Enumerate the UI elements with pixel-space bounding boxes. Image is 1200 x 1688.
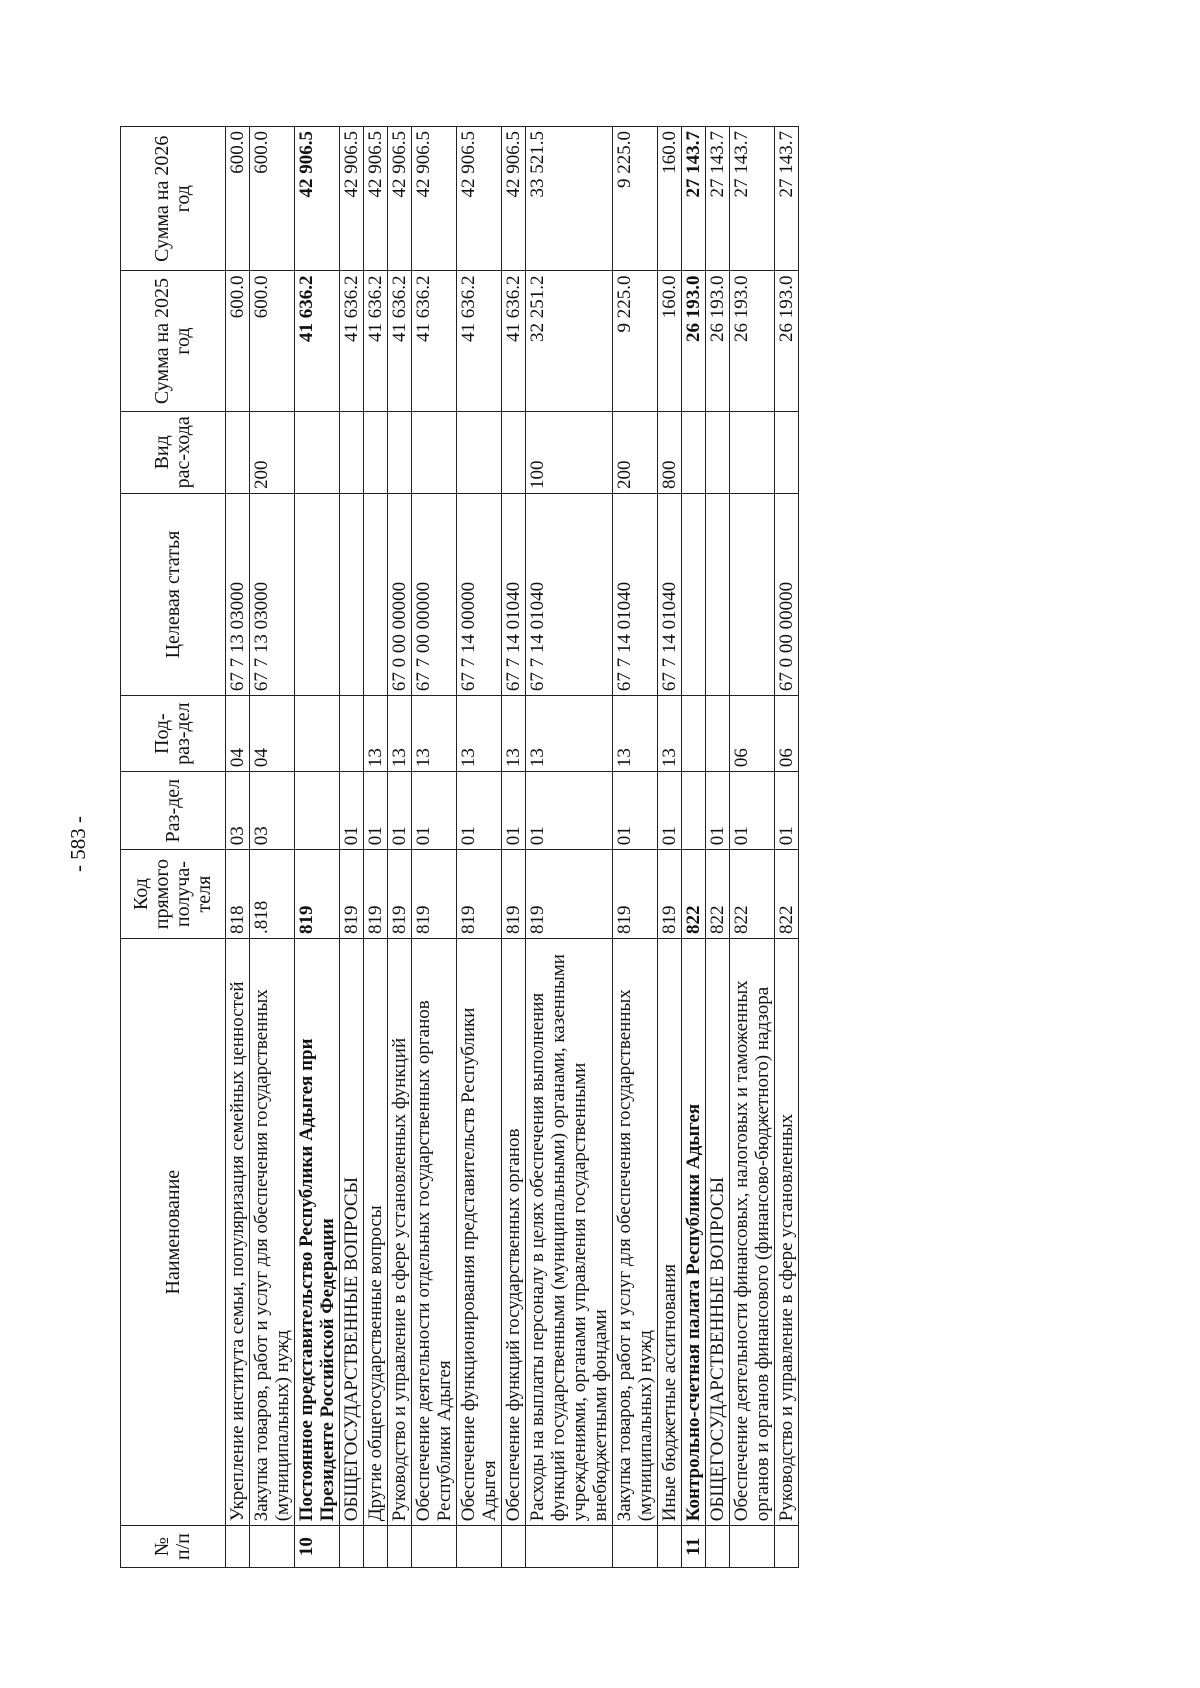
row-podrazdel: 06 <box>730 696 775 772</box>
row-vid <box>388 411 412 493</box>
row-num <box>658 1526 682 1568</box>
row-num <box>502 1526 526 1568</box>
row-vid: 100 <box>526 411 613 493</box>
row-vid <box>706 411 730 493</box>
row-razdel: 01 <box>706 772 730 850</box>
row-sum-2026: 27 143.7 <box>775 127 799 271</box>
row-code: .818 <box>250 850 295 939</box>
row-razdel: 01 <box>613 772 658 850</box>
rotated-page-content <box>120 126 1080 1568</box>
row-num <box>706 1526 730 1568</box>
row-code: 822 <box>730 850 775 939</box>
row-sum-2025: 600.0 <box>226 271 250 411</box>
table-row <box>526 127 613 1568</box>
row-num <box>226 1526 250 1568</box>
table-row <box>613 127 658 1568</box>
table-row <box>730 127 775 1568</box>
row-sum-2026: 42 906.5 <box>364 127 388 271</box>
row-podrazdel: 13 <box>502 696 526 772</box>
row-num <box>412 1526 457 1568</box>
header-code: Код прямого получа-теля <box>121 850 226 939</box>
row-sum-2025: 41 636.2 <box>340 271 364 411</box>
row-code: 819 <box>295 850 340 939</box>
header-podrazdel: Под-раз-дел <box>121 696 226 772</box>
row-code: 818 <box>226 850 250 939</box>
row-sum-2026: 42 906.5 <box>340 127 364 271</box>
row-podrazdel <box>340 696 364 772</box>
header-razdel: Раз-дел <box>121 772 226 850</box>
row-sum-2025: 160.0 <box>658 271 682 411</box>
table-row <box>226 127 250 1568</box>
row-name: Расходы на выплаты персоналу в целях обеспечения выполнения функций государственными (муниципальными) органами, казенными учреждениями, органами управления государственными внебюджетными фондами <box>526 938 613 1525</box>
row-vid <box>457 411 502 493</box>
row-num <box>340 1526 364 1568</box>
row-celevaya: 67 7 00 00000 <box>412 493 457 695</box>
row-sum-2025: 26 193.0 <box>730 271 775 411</box>
table-row <box>775 127 799 1568</box>
row-code: 819 <box>526 850 613 939</box>
row-podrazdel <box>682 696 706 772</box>
row-name: Другие общегосударственные вопросы <box>364 938 388 1525</box>
header-name: Наименование <box>121 938 226 1525</box>
row-celevaya: 67 0 00 00000 <box>388 493 412 695</box>
row-podrazdel: 04 <box>250 696 295 772</box>
row-name: Обеспечение функций государственных органов <box>502 938 526 1525</box>
row-podrazdel: 06 <box>775 696 799 772</box>
row-podrazdel: 13 <box>658 696 682 772</box>
row-podrazdel: 13 <box>457 696 502 772</box>
row-code: 819 <box>388 850 412 939</box>
row-name: Иные бюджетные ассигнования <box>658 938 682 1525</box>
table-row <box>658 127 682 1568</box>
row-num <box>457 1526 502 1568</box>
row-celevaya: 67 7 14 01040 <box>502 493 526 695</box>
table-row <box>502 127 526 1568</box>
row-code: 822 <box>775 850 799 939</box>
row-celevaya <box>340 493 364 695</box>
row-podrazdel: 13 <box>388 696 412 772</box>
row-celevaya: 67 7 14 01040 <box>613 493 658 695</box>
table-row <box>340 127 364 1568</box>
row-name: Контрольно-счетная палата Республики Адыгея <box>682 938 706 1525</box>
row-num <box>775 1526 799 1568</box>
row-celevaya: 67 7 14 00000 <box>457 493 502 695</box>
table-row <box>457 127 502 1568</box>
row-celevaya: 67 7 13 03000 <box>226 493 250 695</box>
row-razdel: 01 <box>340 772 364 850</box>
row-sum-2025: 26 193.0 <box>775 271 799 411</box>
row-vid: 800 <box>658 411 682 493</box>
header-sum-2026: Сумма на 2026 год <box>121 127 226 271</box>
row-celevaya <box>295 493 340 695</box>
row-code: 819 <box>457 850 502 939</box>
table-row <box>388 127 412 1568</box>
table-row <box>706 127 730 1568</box>
row-sum-2026: 27 143.7 <box>706 127 730 271</box>
row-num: 10 <box>295 1526 340 1568</box>
row-vid <box>364 411 388 493</box>
row-name: Закупка товаров, работ и услуг для обеспечения государственных (муниципальных) нужд <box>613 938 658 1525</box>
row-celevaya <box>364 493 388 695</box>
table-body <box>226 127 799 1568</box>
table-header <box>121 127 226 1568</box>
row-razdel: 01 <box>412 772 457 850</box>
row-razdel: 01 <box>388 772 412 850</box>
row-name: Обеспечение функционирования представительств Республики Адыгея <box>457 938 502 1525</box>
row-celevaya: 67 0 00 00000 <box>775 493 799 695</box>
row-sum-2025: 9 225.0 <box>613 271 658 411</box>
row-sum-2025: 32 251.2 <box>526 271 613 411</box>
row-num <box>250 1526 295 1568</box>
row-name: Закупка товаров, работ и услуг для обеспечения государственных (муниципальных) нужд <box>250 938 295 1525</box>
row-sum-2025: 41 636.2 <box>502 271 526 411</box>
row-sum-2025: 41 636.2 <box>364 271 388 411</box>
row-sum-2025: 600.0 <box>250 271 295 411</box>
header-row <box>121 127 226 1568</box>
row-vid <box>226 411 250 493</box>
row-sum-2026: 9 225.0 <box>613 127 658 271</box>
row-podrazdel <box>295 696 340 772</box>
row-podrazdel: 13 <box>364 696 388 772</box>
row-vid <box>412 411 457 493</box>
row-podrazdel: 04 <box>226 696 250 772</box>
row-sum-2025: 26 193.0 <box>706 271 730 411</box>
row-code: 819 <box>364 850 388 939</box>
row-razdel <box>295 772 340 850</box>
row-num <box>388 1526 412 1568</box>
row-sum-2026: 600.0 <box>226 127 250 271</box>
row-razdel: 01 <box>658 772 682 850</box>
row-celevaya <box>706 493 730 695</box>
row-sum-2025: 26 193.0 <box>682 271 706 411</box>
row-celevaya: 67 7 13 03000 <box>250 493 295 695</box>
table-row <box>295 127 340 1568</box>
header-sum-2025: Сумма на 2025 год <box>121 271 226 411</box>
table-row <box>364 127 388 1568</box>
table-row <box>250 127 295 1568</box>
row-celevaya: 67 7 14 01040 <box>658 493 682 695</box>
row-razdel: 01 <box>775 772 799 850</box>
row-name: Обеспечение деятельности отдельных государственных органов Республики Адыгея <box>412 938 457 1525</box>
row-vid: 200 <box>613 411 658 493</box>
row-sum-2026: 42 906.5 <box>388 127 412 271</box>
row-celevaya <box>730 493 775 695</box>
budget-table <box>120 126 799 1568</box>
row-sum-2026: 33 521.5 <box>526 127 613 271</box>
row-sum-2025: 41 636.2 <box>412 271 457 411</box>
row-vid <box>730 411 775 493</box>
row-num <box>613 1526 658 1568</box>
row-razdel: 03 <box>226 772 250 850</box>
row-celevaya <box>682 493 706 695</box>
row-vid: 200 <box>250 411 295 493</box>
row-vid <box>340 411 364 493</box>
header-num: № п/п <box>121 1526 226 1568</box>
row-name: Обеспечение деятельности финансовых, налоговых и таможенных органов и органов финансового (финансово-бюджетного) надзора <box>730 938 775 1525</box>
row-sum-2026: 27 143.7 <box>730 127 775 271</box>
header-celevaya: Целевая статья <box>121 493 226 695</box>
row-code: 819 <box>613 850 658 939</box>
row-num <box>526 1526 613 1568</box>
row-vid <box>682 411 706 493</box>
row-podrazdel <box>706 696 730 772</box>
row-name: ОБЩЕГОСУДАРСТВЕННЫЕ ВОПРОСЫ <box>340 938 364 1525</box>
row-num <box>730 1526 775 1568</box>
row-razdel: 01 <box>730 772 775 850</box>
row-name: Руководство и управление в сфере установленных <box>775 938 799 1525</box>
header-vid: Вид рас-хода <box>121 411 226 493</box>
row-num: 11 <box>682 1526 706 1568</box>
row-code: 822 <box>706 850 730 939</box>
row-sum-2026: 42 906.5 <box>412 127 457 271</box>
row-code: 819 <box>340 850 364 939</box>
row-podrazdel: 13 <box>526 696 613 772</box>
row-sum-2026: 42 906.5 <box>295 127 340 271</box>
row-name: Постоянное представительство Республики Адыгея при Президенте Российской Федерации <box>295 938 340 1525</box>
row-name: Укрепление института семьи, популяризация семейных ценностей <box>226 938 250 1525</box>
row-razdel: 01 <box>526 772 613 850</box>
row-vid <box>295 411 340 493</box>
row-razdel: 01 <box>502 772 526 850</box>
row-razdel <box>682 772 706 850</box>
row-code: 819 <box>502 850 526 939</box>
row-num <box>364 1526 388 1568</box>
row-sum-2025: 41 636.2 <box>457 271 502 411</box>
row-podrazdel: 13 <box>412 696 457 772</box>
row-razdel: 01 <box>364 772 388 850</box>
table-row <box>412 127 457 1568</box>
table-row <box>682 127 706 1568</box>
row-code: 819 <box>658 850 682 939</box>
row-sum-2026: 600.0 <box>250 127 295 271</box>
row-celevaya: 67 7 14 01040 <box>526 493 613 695</box>
row-vid <box>775 411 799 493</box>
row-sum-2026: 42 906.5 <box>457 127 502 271</box>
row-podrazdel: 13 <box>613 696 658 772</box>
row-code: 819 <box>412 850 457 939</box>
row-sum-2026: 42 906.5 <box>502 127 526 271</box>
row-razdel: 03 <box>250 772 295 850</box>
page-number: - 583 - <box>66 816 90 872</box>
row-code: 822 <box>682 850 706 939</box>
row-sum-2025: 41 636.2 <box>295 271 340 411</box>
row-name: ОБЩЕГОСУДАРСТВЕННЫЕ ВОПРОСЫ <box>706 938 730 1525</box>
row-name: Руководство и управление в сфере установленных функций <box>388 938 412 1525</box>
row-sum-2026: 160.0 <box>658 127 682 271</box>
row-sum-2026: 27 143.7 <box>682 127 706 271</box>
row-sum-2025: 41 636.2 <box>388 271 412 411</box>
row-razdel: 01 <box>457 772 502 850</box>
row-vid <box>502 411 526 493</box>
